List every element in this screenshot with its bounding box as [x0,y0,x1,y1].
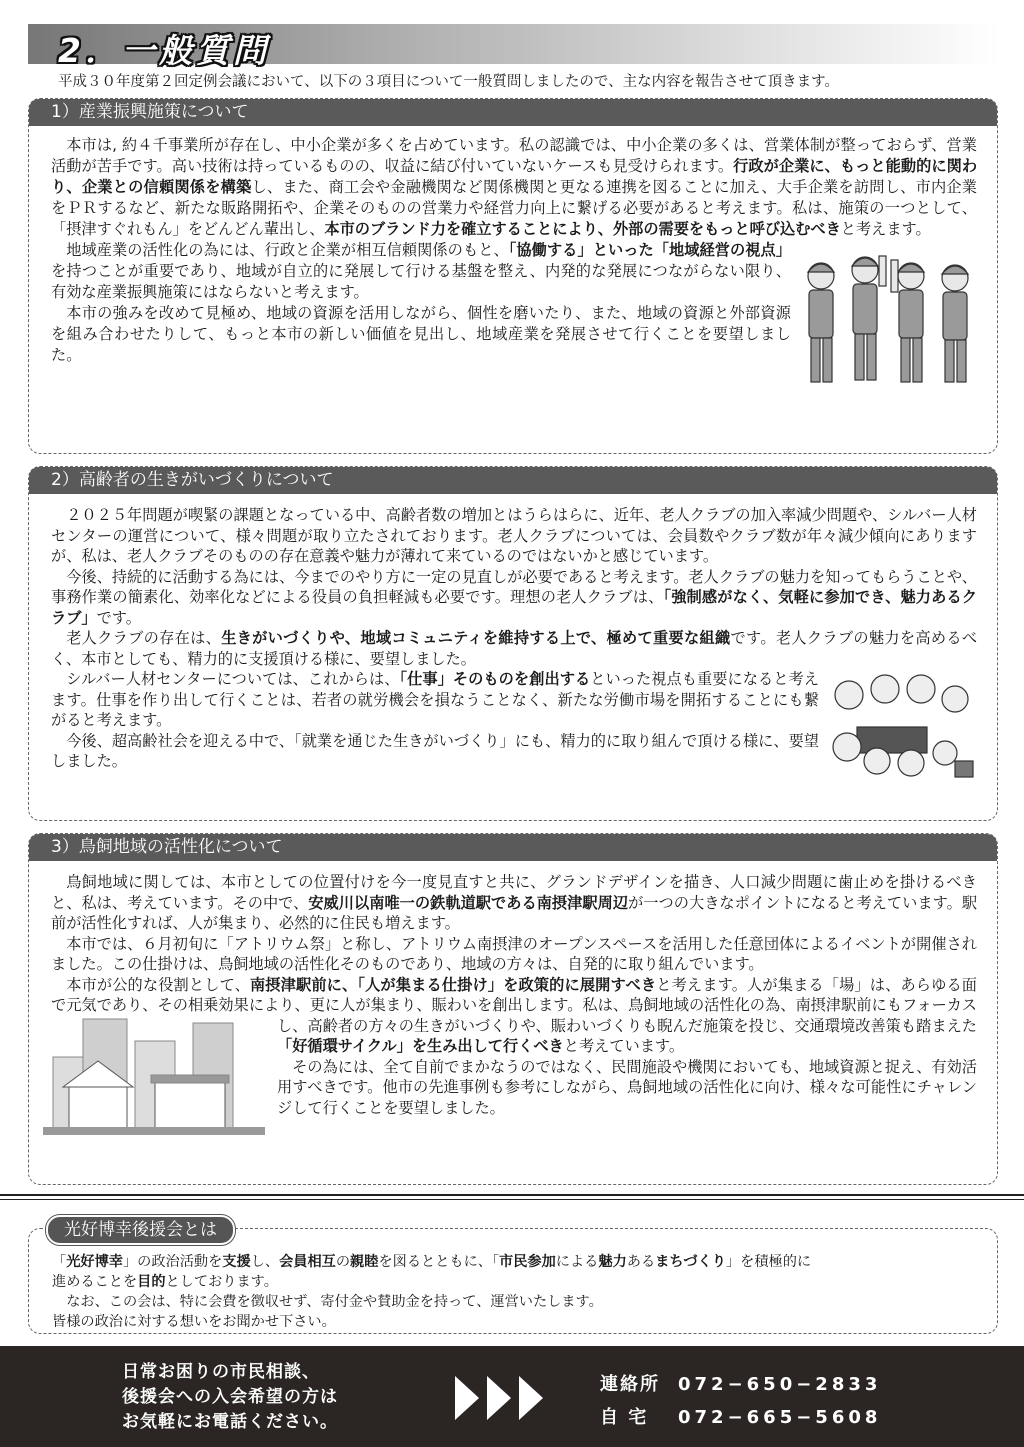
section-body [51,872,977,1135]
paragraph: 老人クラブの存在は、生きがいづくりや、地域コミュニティを維持する上で、極めて重要な組織です。老人クラブの魅力を高めるべく、本市としても、精力的に支援頂ける様に、要望しました。 [51,629,978,668]
association-body [52,1252,982,1332]
section-body [51,505,977,783]
paragraph: 本市が公的な役割として、南摂津駅前に、「人が集まる仕掛け」を政策的に展開すべきと考えます。人が集まる「場」は、あらゆる面で元気であり、その相乗効果により、更に人が集まり、賑わいを創出します。私は、鳥飼地域の活性化の為、南摂津駅前にもフォーカスし、高齢者の方々の生きがいづくりや、賑わいづくりも睨んだ施策を投じ、交通環境改善策も踏まえた「好循環サイクル」を生み出して行くべきと考えています。 [51,975,977,1055]
arrow-right-icon [487,1376,511,1420]
section-industry [28,98,998,454]
divider [0,1199,1024,1200]
intro-text: 平成３０年度第２回定例会議において、以下の３項目について一般質問しましたので、主な内容を報告させて頂きます。 [58,74,839,90]
paragraph: 今後、持続的に活動する為には、今までのやり方に一定の見直しが必要であると考えます。老人クラブの魅力を知ってもらうことや、事務作業の簡素化、効率化などによる役員の負担軽減も必要です。理想の老人クラブは、「強制感がなく、気軽に参加でき、魅力あるクラブ」です。 [51,567,977,627]
contact-home[interactable]: 自 宅 072−665−5608 [600,1407,882,1428]
paragraph: 今後、超高齢社会を迎える中で、「就業を通じた生きがいづくり」にも、精力的に取り組んで頂ける様に、要望しました。 [51,731,819,770]
section-torikai [28,833,998,1185]
seniors-illustration [827,671,977,783]
section-body [51,135,977,396]
contact-office[interactable]: 連絡所 072−650−2833 [600,1374,882,1395]
paragraph: ２０２５年問題が喫緊の課題となっている中、高齢者数の増加とはうらはらに、近年、老人クラブの加入率減少問題や、シルバー人材センターの運営について、様々問題が取り立たされております。老人クラブについては、会員数やクラブ数が年々減少傾向にありますが、私は、老人クラブそのものの存在意義や魅力が薄れて来ているのではないかと感じています。 [51,506,977,565]
section-heading: 1）産業振興施策について [29,99,997,126]
paragraph: 地域産業の活性化の為には、行政と企業が相互信頼関係のもと、「協働する」といった「地域経営の視点」を持つことが重要であり、地域が自立的に発展して行ける基盤を整え、内発的な発展につながらない限り、有効な産業振興施策にはならないと考えます。 [51,241,792,301]
footer-contacts [600,1368,881,1434]
footer [0,1346,1024,1447]
divider [0,1194,1024,1196]
page-title: 2．一般質問 [58,31,270,70]
city-illustration [43,1017,265,1135]
section-heading: 3）鳥飼地域の活性化について [29,834,997,861]
paragraph: 本市では、６月初旬に「アトリウム祭」と称し、アトリウム南摂津のオープンスペースを活用した任意団体によるイベントが開催されました。この仕掛けは、鳥飼地域の活性化そのものであり、地域の方々は、自発的に取り組んでいます。 [51,934,977,973]
arrow-right-icon [519,1376,543,1420]
association-line: 皆様の政治に対する想いをお聞かせ下さい。 [52,1314,336,1330]
association-line: 「光好博幸」の政治活動を支援し、会員相互の親睦を図るとともに、「市民参加による魅力あるまちづくり」を積極的に 進めることを目的としております。 [52,1254,812,1290]
workers-illustration [799,246,977,396]
paragraph: その為には、全て自前でまかなうのではなく、民間施設や機関においても、地域資源と捉え、有効活用すべきです。他市の先進事例も参考にしながら、鳥飼地域の活性化に向け、様々な可能性にチャレンジして行くことを要望しました。 [277,1057,977,1117]
paragraph: 本市の強みを改めて見極め、地域の資源を活用しながら、個性を磨いたり、また、地域の資源と外部資源を組み合わせたりして、もっと本市の新しい価値を見出し、地域産業を発展させて行くことを要望しました。 [51,304,791,364]
association-tag: 光好博幸後援会とは [46,1215,235,1245]
section-elderly [28,466,998,821]
paragraph: シルバー人材センターについては、これからは、「仕事」そのものを創出するといった視点も重要になると考えます。仕事を作り出して行くことは、若者の就労機会を損なうことなく、新たな労働市場を開拓することにも繋がると考えます。 [51,670,819,729]
paragraph: 本市は, 約４千事業所が存在し、中小企業が多くを占めています。私の認識では、中小企業の多くは、営業体制が整っておらず、営業活動が苦手です。高い技術は持っているものの、収益に結び付いていないケースも見受けられます。行政が企業に、もっと能動的に関わり、企業との信頼関係を構築し、また、商工会や金融機関など関係機関と更なる連携を図ることに加え、大手企業を訪問し、市内企業をＰＲするなど、新たな販路開拓や、企業そのものの営業力や経営力向上に繋げる必要があると考えます。私は、施策の一つとして、「摂津すぐれもん」をどんどん輩出し、本市のブランド力を確立することにより、外部の需要をもっと呼び込むべきと考えます。 [51,136,978,238]
association-line: なお、この会は、特に会費を徴収せず、寄付金や賛助金を持って、運営いたします。 [66,1294,603,1310]
paragraph: 鳥飼地域に関しては、本市としての位置付けを今一度見直すと共に、グランドデザインを描き、人口減少問題に歯止めを掛けるべきと、私は、考えています。その中で、安威川以南唯一の鉄軌道駅である南摂津駅周辺が一つの大きなポイントになると考えています。駅前が活性化すれば、人が集まり、必然的に住民も増えます。 [51,873,978,932]
arrow-right-icon [455,1376,479,1420]
footer-message: 日常お困りの市民相談、 後援会への入会希望の方は お気軽にお電話ください。 [122,1362,338,1432]
section-heading: 2）高齢者の生きがいづくりについて [29,467,997,494]
